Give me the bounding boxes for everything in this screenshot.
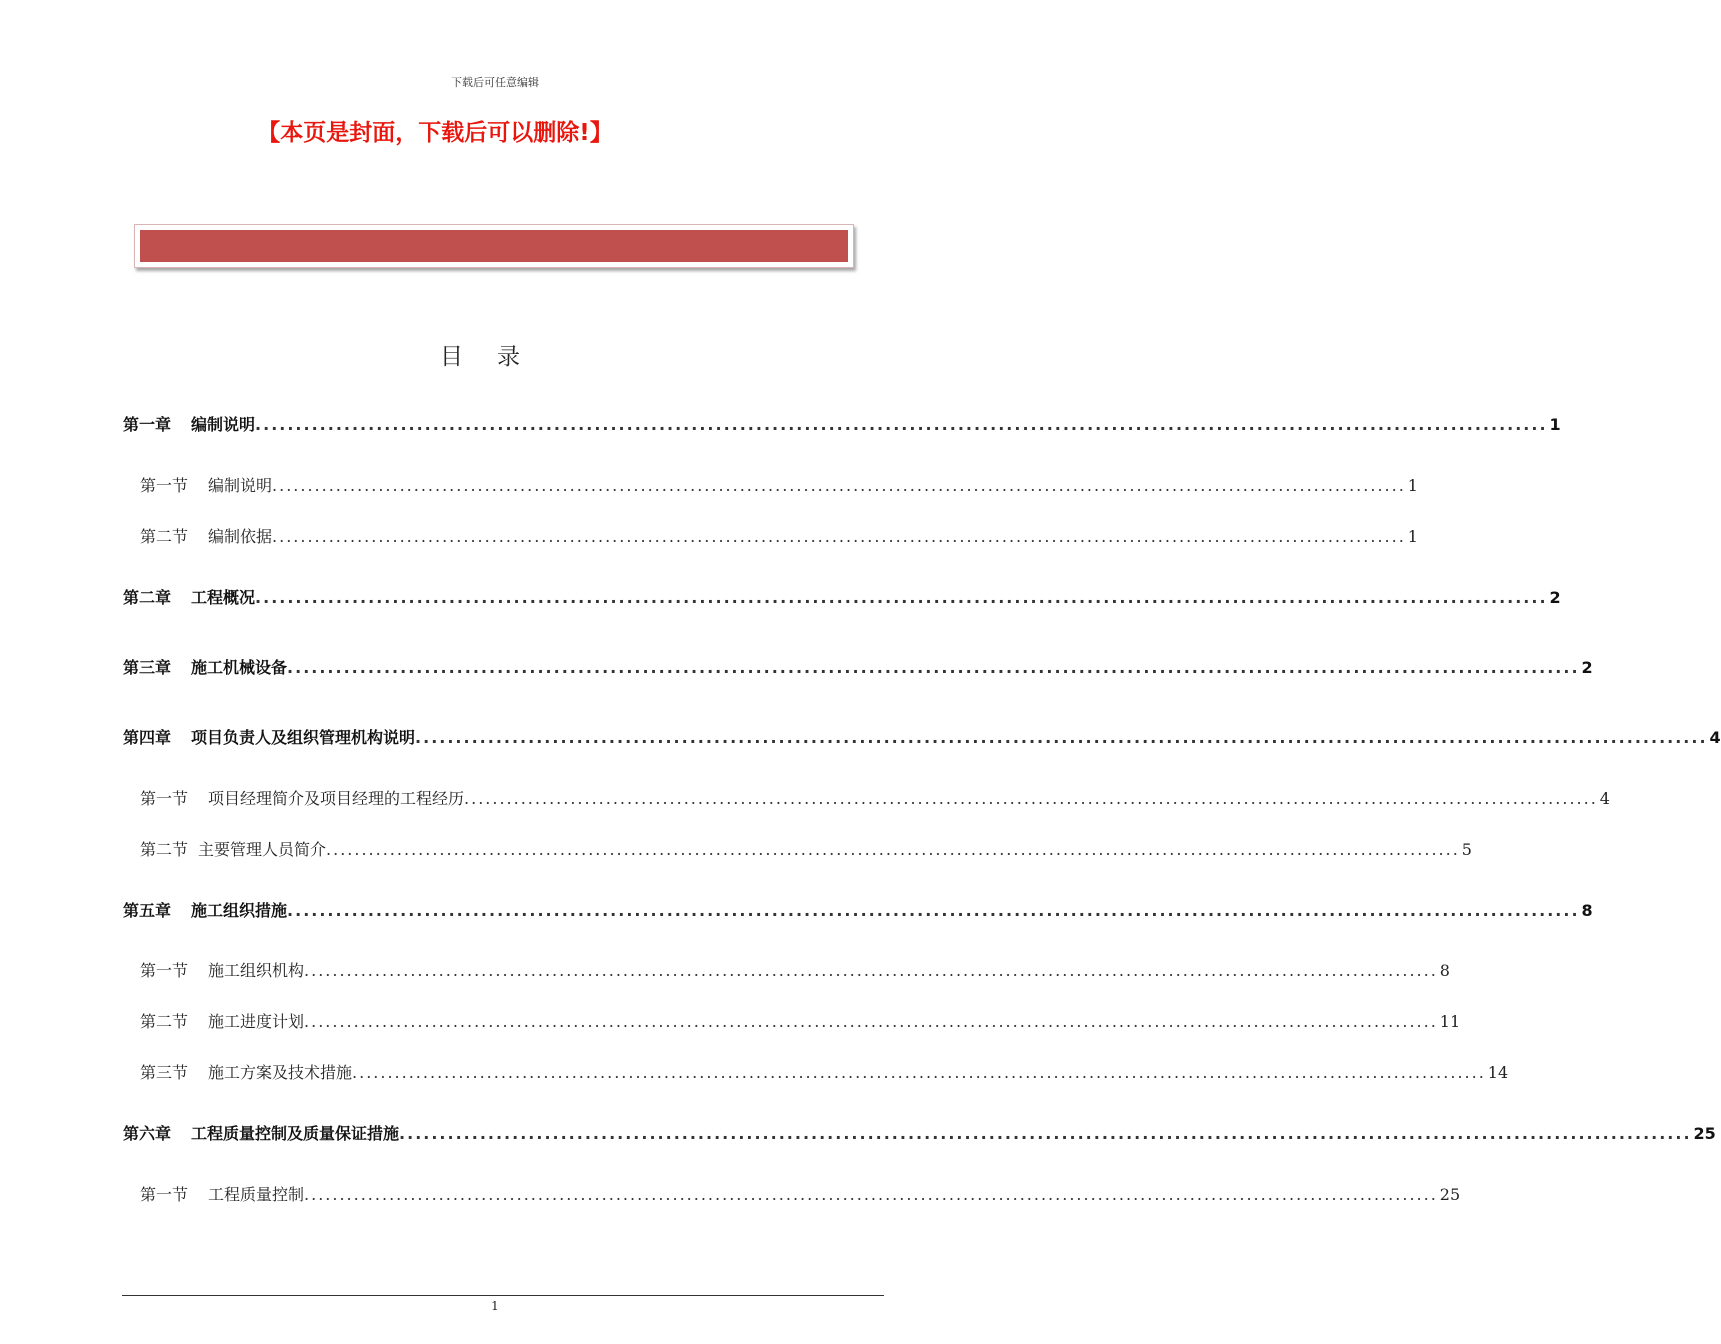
toc-entry-title: 编制依据 (208, 527, 273, 546)
toc-entry-title: 工程质量控制及质量保证措施 (191, 1124, 400, 1143)
footer-divider (122, 1295, 884, 1296)
toc-entry[interactable] (140, 958, 1450, 984)
toc-entry-number: 第五章 (123, 901, 172, 920)
toc-dot-leader: ................................................................................................................................................................ (326, 840, 1460, 859)
toc-entry-number: 第六章 (123, 1124, 172, 1143)
toc-dot-leader: ................................................................................................................................................................ (304, 961, 1438, 980)
toc-entry[interactable] (140, 837, 1472, 863)
toc-entry-label (140, 524, 272, 547)
toc-dot-leader: ................................................................................................................................................................ (399, 1124, 1692, 1143)
toc-entry-label (123, 898, 287, 921)
toc-entry-page: 4 (1599, 789, 1610, 808)
toc-entry-number: 第二节 (140, 1012, 189, 1031)
toc-entry[interactable] (140, 1009, 1461, 1035)
toc-entry-title: 项目负责人及组织管理机构说明 (191, 728, 416, 747)
toc-dot-leader: ................................................................................................................................................................ (287, 901, 1580, 920)
toc-entry-title: 施工方案及技术措施 (208, 1063, 353, 1082)
toc-title: 目录 (440, 344, 554, 370)
toc-entry-page: 4 (1709, 728, 1721, 747)
toc-dot-leader: ................................................................................................................................................................ (304, 1012, 1438, 1031)
toc-dot-leader: ................................................................................................................................................................ (304, 1185, 1438, 1204)
toc-entry-title: 编制说明 (191, 415, 256, 434)
toc-dot-leader: ................................................................................................................................................................ (352, 1063, 1486, 1082)
toc-entry-title: 编制说明 (208, 476, 273, 495)
toc-entry[interactable] (123, 412, 1561, 438)
toc-dot-leader: ................................................................................................................................................................ (272, 476, 1406, 495)
toc-entry-title: 项目经理简介及项目经理的工程经历 (208, 789, 465, 808)
toc-entry-label (140, 1009, 304, 1032)
toc-dot-leader: ................................................................................................................................................................ (287, 658, 1580, 677)
toc-entry-number: 第二章 (123, 588, 172, 607)
toc-entry-label (123, 1121, 399, 1144)
toc-dot-leader: ................................................................................................................................................................ (415, 728, 1708, 747)
toc-entry-label (140, 786, 464, 809)
toc-entry-page: 5 (1461, 840, 1472, 859)
toc-entry-page: 11 (1439, 1012, 1461, 1031)
toc-entry-number: 第三章 (123, 658, 172, 677)
toc-entry-number: 第二节 (140, 840, 189, 859)
toc-entry-page: 2 (1549, 588, 1561, 607)
toc-entry[interactable] (123, 585, 1561, 611)
toc-entry[interactable] (123, 1121, 1716, 1147)
toc-entry-page: 1 (1407, 476, 1418, 495)
cover-notice: 【本页是封面，下载后可以删除!】 (257, 120, 613, 146)
toc-entry-title: 施工进度计划 (208, 1012, 305, 1031)
toc-entry-title: 主要管理人员简介 (198, 840, 327, 859)
decorative-band-fill (140, 230, 848, 262)
decorative-band (134, 224, 854, 268)
toc-entry-title: 工程质量控制 (208, 1185, 305, 1204)
toc-entry-title: 施工组织机构 (208, 961, 305, 980)
toc-entry-label (140, 1182, 304, 1205)
toc-entry-title: 工程概况 (191, 588, 256, 607)
toc-entry[interactable] (123, 725, 1721, 751)
toc-entry-label (123, 655, 287, 678)
toc-entry-number: 第一章 (123, 415, 172, 434)
toc-entry-label (140, 473, 272, 496)
page-number: 1 (491, 1299, 499, 1313)
toc-entry-page: 8 (1581, 901, 1593, 920)
toc-entry[interactable] (140, 786, 1610, 812)
toc-entry-page: 8 (1439, 961, 1450, 980)
toc-entry-number: 第一节 (140, 1185, 189, 1204)
toc-entry-number: 第二节 (140, 527, 189, 546)
toc-entry-label (123, 412, 255, 435)
toc-entry-label (140, 958, 304, 981)
toc-entry-page: 25 (1439, 1185, 1461, 1204)
toc-entry-title: 施工机械设备 (191, 658, 288, 677)
toc-entry[interactable] (123, 898, 1593, 924)
toc-dot-leader: ................................................................................................................................................................ (464, 789, 1598, 808)
toc-entry[interactable] (140, 1060, 1509, 1086)
toc-entry[interactable] (140, 473, 1418, 499)
toc-entry-label (140, 1060, 352, 1083)
toc-dot-leader: ................................................................................................................................................................ (255, 415, 1548, 434)
toc-entry-page: 1 (1407, 527, 1418, 546)
toc-entry-label (140, 837, 326, 860)
toc-entry-page: 25 (1693, 1124, 1716, 1143)
toc-entry-page: 2 (1581, 658, 1593, 677)
toc-entry[interactable] (123, 655, 1593, 681)
toc-entry[interactable] (140, 1182, 1461, 1208)
toc-entry-label (123, 585, 255, 608)
header-note: 下载后可任意编辑 (451, 76, 539, 89)
toc-entry[interactable] (140, 524, 1418, 550)
toc-entry-number: 第四章 (123, 728, 172, 747)
toc-entry-label (123, 725, 415, 748)
toc-entry-page: 14 (1487, 1063, 1509, 1082)
toc-entry-number: 第一节 (140, 961, 189, 980)
toc-dot-leader: ................................................................................................................................................................ (272, 527, 1406, 546)
toc-entry-number: 第三节 (140, 1063, 189, 1082)
toc-entry-title: 施工组织措施 (191, 901, 288, 920)
toc-entry-page: 1 (1549, 415, 1561, 434)
toc-dot-leader: ................................................................................................................................................................ (255, 588, 1548, 607)
toc-entry-number: 第一节 (140, 789, 189, 808)
toc-entry-number: 第一节 (140, 476, 189, 495)
